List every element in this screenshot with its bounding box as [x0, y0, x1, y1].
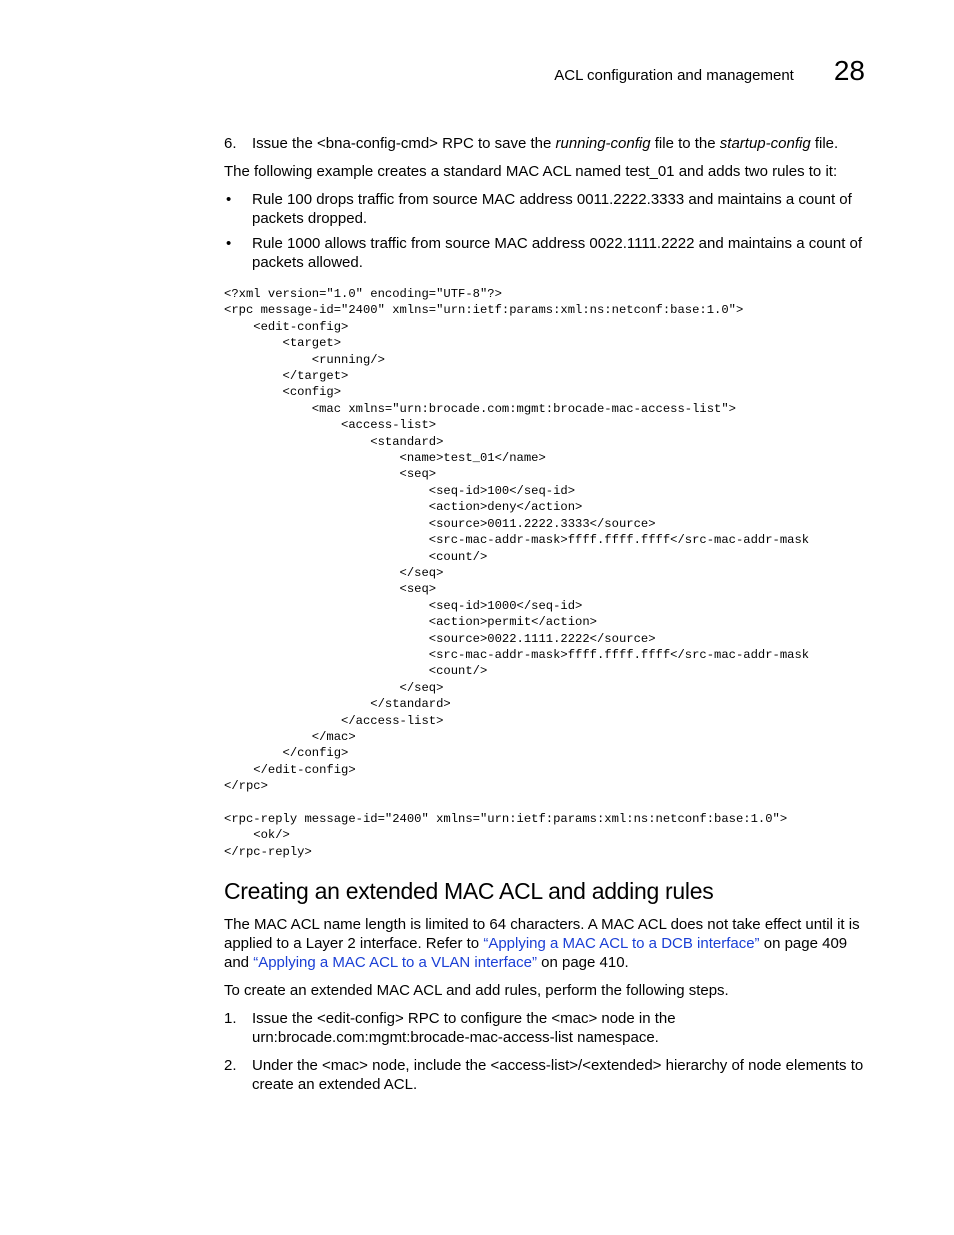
link-vlan-interface[interactable]: “Applying a MAC ACL to a VLAN interface”	[253, 954, 537, 972]
step-text-c: file to the	[650, 135, 720, 152]
p1-text-a: The MAC ACL name length is limited to 64 characters. A MAC ACL does not take effect until it is applied to a Layer 2 interface. Refer to	[224, 916, 860, 953]
step-number: 6.	[224, 135, 237, 152]
p1-text-b: on page 409 and	[224, 935, 848, 972]
step-text-running-config: running-config	[555, 135, 651, 152]
step-text-startup-config: startup-config	[719, 135, 811, 152]
step-2	[224, 1056, 874, 1094]
bullet-text: Rule 100 drops traffic from source MAC address 0011.2222.3333 and maintains a count of packets dropped.	[252, 191, 852, 227]
bullet-icon: •	[226, 191, 232, 208]
page-content	[224, 134, 874, 1103]
p1-text-c: on page 410.	[536, 954, 629, 972]
step-6	[224, 134, 874, 153]
link-dcb-interface[interactable]: “Applying a MAC ACL to a DCB interface”	[483, 935, 760, 953]
bullet-item	[224, 234, 874, 272]
header-title: ACL configuration and management	[554, 67, 794, 84]
step-text: Issue the <edit-config> RPC to configure the <mac> node in the urn:brocade.com:mgmt:brocade-mac-access-list namespace.	[252, 1010, 676, 1047]
step-number: 2.	[224, 1057, 237, 1075]
step-text-a: Issue the <bna-config-cmd> RPC to save the	[252, 135, 556, 152]
bullet-item	[224, 190, 874, 228]
chapter-number: 28	[833, 55, 865, 86]
bullet-text: Rule 1000 allows traffic from source MAC address 0022.1111.2222 and maintains a count of packets allowed.	[252, 235, 863, 271]
step-text-e: file.	[810, 135, 839, 152]
step-number: 1.	[224, 1010, 237, 1028]
page-header	[554, 55, 865, 87]
step-1	[224, 1009, 874, 1047]
section-paragraph-2: To create an extended MAC ACL and add rules, perform the following steps.	[224, 982, 729, 1000]
section-paragraph-1	[224, 915, 874, 972]
section-heading: Creating an extended MAC ACL and adding rules	[224, 878, 714, 905]
step-text: Under the <mac> node, include the <access-list>/<extended> hierarchy of node elements to create an extended ACL.	[252, 1057, 864, 1094]
intro-paragraph: The following example creates a standard MAC ACL named test_01 and adds two rules to it:	[224, 163, 838, 180]
bullet-icon: •	[226, 235, 232, 252]
code-block: <?xml version="1.0" encoding="UTF-8"?> <rpc message-id="2400" xmlns="urn:ietf:params:xml:ns:netconf:base:1.0"> <edit-config> <target> <running/> </target> <config> <mac xmlns="urn:brocade.com:mgmt:brocade-mac-access-list"> <access-list> <standard> <name>test_01</name> <seq> <seq-id>100</seq-id> <action>deny</action> <source>0011.2222.3333</source> <src-mac-addr-mask>ffff.ffff.ffff</src-mac-addr-mask <count/> </seq> <seq> <seq-id>1000</seq-id> <action>permit</action> <source>0022.1111.2222</source> <src-mac-addr-mask>ffff.ffff.ffff</src-mac-addr-mask <count/> </seq> </standard> </access-list> </mac> </config> </edit-config> </rpc> <rpc-reply message-id="2400" xmlns="urn:ietf:params:xml:ns:netconf:base:1.0"> <ok/> </rpc-reply>	[224, 287, 810, 859]
